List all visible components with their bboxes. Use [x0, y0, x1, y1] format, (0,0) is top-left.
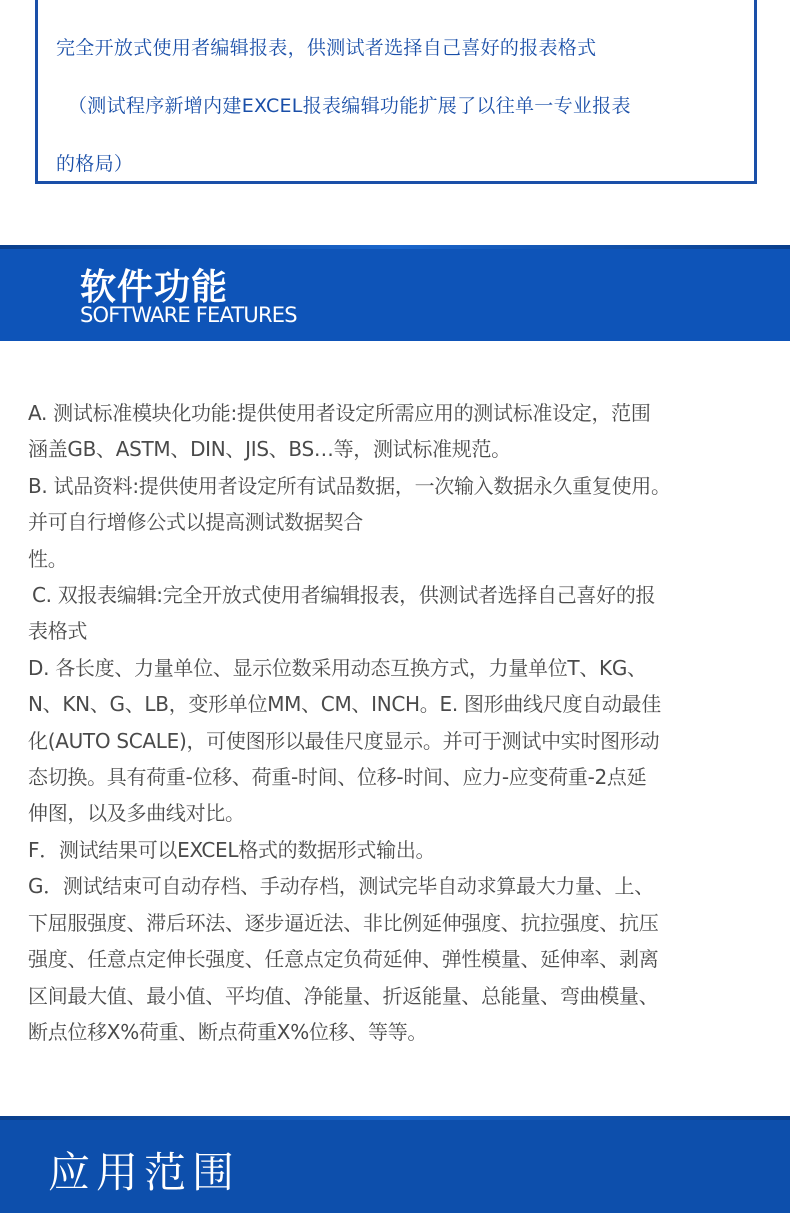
intro-line: 完全开放式使用者编辑报表，供测试者选择自己喜好的报表格式 — [56, 37, 597, 59]
feature-line: G．测试结束可自动存档、手动存档，测试完毕自动求算最大力量、上、 — [28, 874, 654, 899]
section-title-zh: 软件功能 — [80, 267, 229, 308]
features-list — [28, 395, 768, 1050]
feature-line: D. 各长度、力量单位、显示位数采用动态互换方式，力量单位T、KG、 — [28, 655, 647, 680]
feature-line: 表格式 — [28, 619, 88, 644]
software-features-banner — [0, 245, 790, 341]
feature-line: B. 试品资料:提供使用者设定所有试品数据，一次输入数据永久重复使用。 — [28, 473, 671, 498]
feature-line: 化(AUTO SCALE)，可使图形以最佳尺度显示。并可于测试中实时图形动 — [28, 728, 660, 753]
feature-line: 涵盖GB、ASTM、DIN、JIS、BS…等，测试标准规范。 — [28, 437, 511, 462]
feature-line: N、KN、G、LB，变形单位MM、CM、INCH。E. 图形曲线尺度自动最佳 — [28, 692, 661, 717]
feature-line: 态切换。具有荷重-位移、荷重-时间、位移-时间、应力-应变荷重-2点延 — [28, 765, 647, 790]
intro-line: 的格局） — [56, 153, 134, 175]
intro-line: （测试程序新增内建EXCEL报表编辑功能扩展了以往单一专业报表 — [68, 95, 631, 117]
feature-line: 强度、任意点定伸长强度、任意点定负荷延伸、弹性模量、延伸率、剥离 — [28, 947, 659, 972]
intro-box — [35, 0, 757, 184]
feature-line: F．测试结果可以EXCEL格式的数据形式输出。 — [28, 837, 436, 862]
section-title-en: SOFTWARE FEATURES — [80, 303, 297, 327]
feature-line: C. 双报表编辑:完全开放式使用者编辑报表，供测试者选择自己喜好的报 — [32, 583, 656, 608]
section-title-zh: 应用范围 — [48, 1148, 241, 1197]
feature-line: 下屈服强度、滞后环法、逐步逼近法、非比例延伸强度、抗拉强度、抗压 — [28, 910, 659, 935]
feature-line: A. 测试标准模块化功能:提供使用者设定所需应用的测试标准设定，范围 — [28, 401, 651, 425]
feature-line: 断点位移X%荷重、断点荷重X%位移、等等。 — [28, 1019, 428, 1044]
feature-line: 性。 — [28, 546, 68, 571]
application-scope-banner — [0, 1116, 790, 1213]
feature-line: 区间最大值、最小值、平均值、净能量、折返能量、总能量、弯曲模量、 — [28, 983, 659, 1008]
feature-line: 并可自行增修公式以提高测试数据契合 — [28, 510, 363, 535]
feature-line: 伸图，以及多曲线对比。 — [28, 801, 245, 826]
